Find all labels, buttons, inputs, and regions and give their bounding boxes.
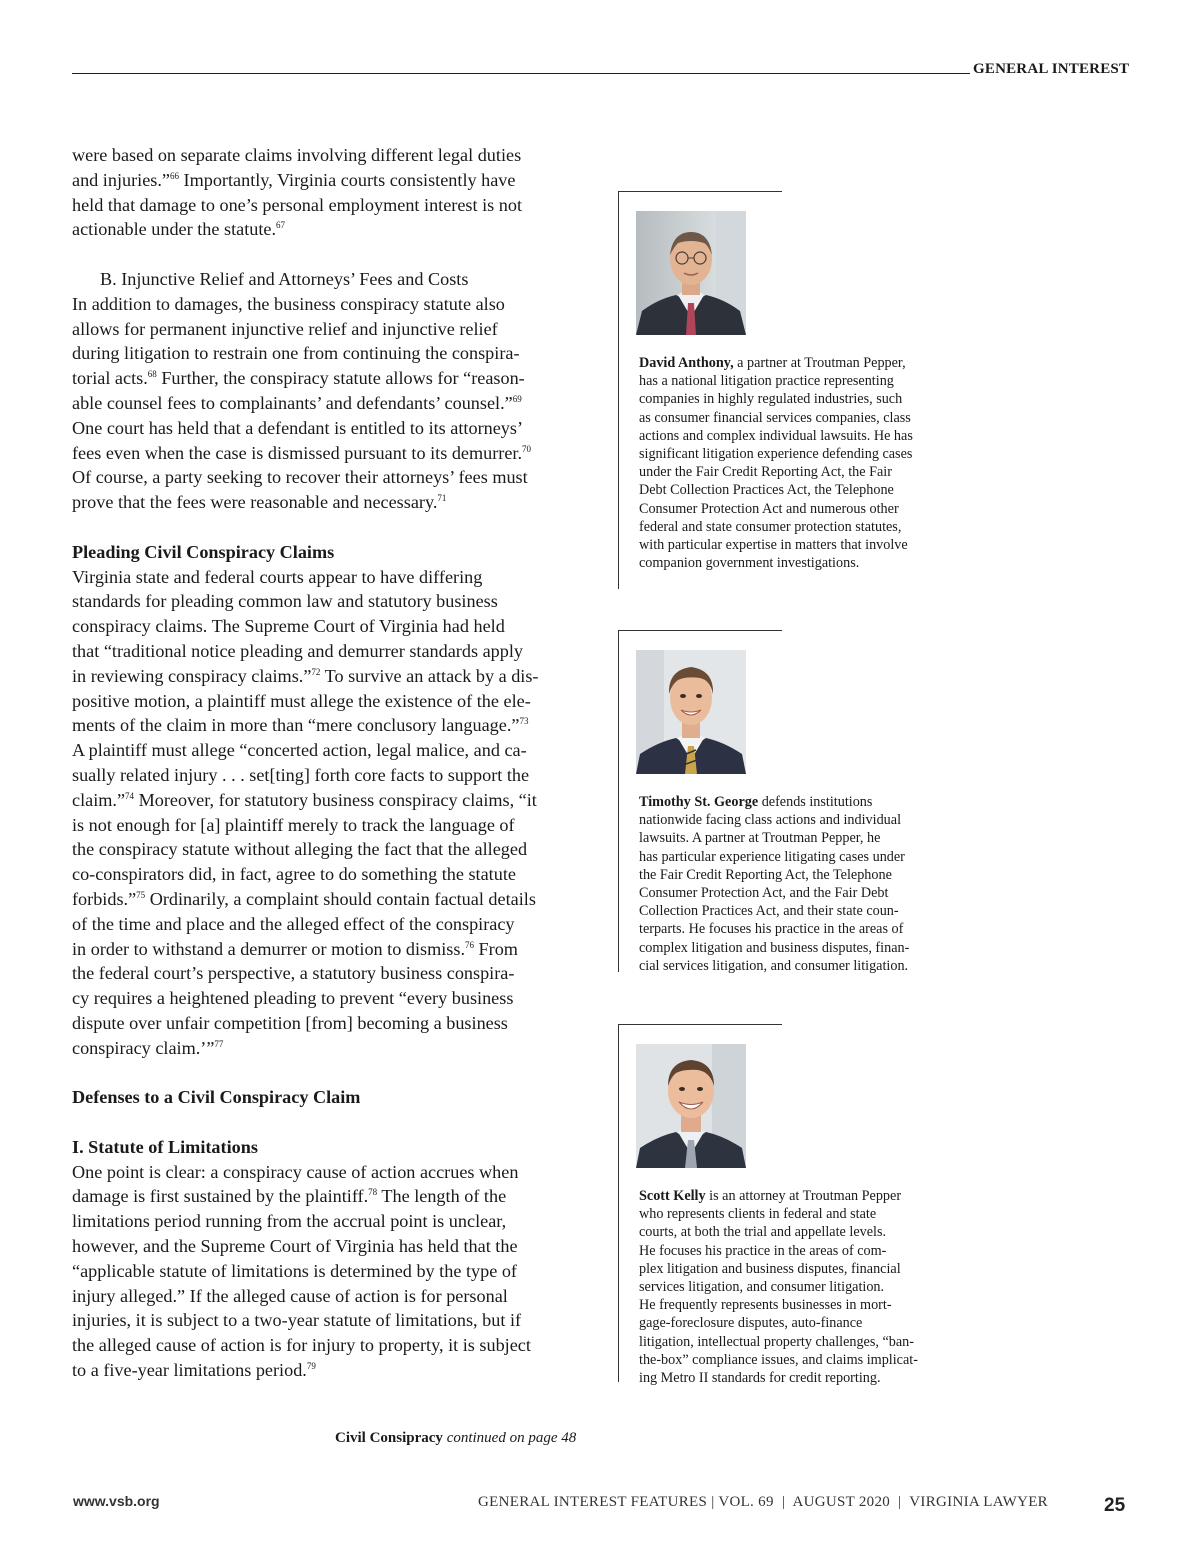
subheading-statute-of-limitations: I. Statute of Limitations [72, 1136, 258, 1157]
footnote-ref: 79 [306, 1360, 316, 1371]
footnote-ref: 76 [465, 939, 474, 950]
paragraph-statute-of-limitations: One point is clear: a conspiracy cause of action accrues when damage is first sustained by the plaintiff.$^{78}$ The length of the limitations period running from the accrual point is unclear, however, and the Supreme Court of Virginia has held that the “applicable statute of limitations is determined by the type of injury alleged.” If the alleged cause of action is for personal injuries, it is subject to a two-year statute of limitations, but if the alleged cause of action is for injury to property, it is subject to a five-year limitations period.$^{79}$ [72, 1161, 531, 1381]
continued-title: Civil Consipracy [335, 1430, 443, 1446]
footnote-ref: 68 [147, 369, 157, 380]
website-link[interactable]: www.vsb.org [73, 1493, 160, 1509]
author-bio-david-anthony [618, 191, 958, 589]
heading-defenses: Defenses to a Civil Conspiracy Claim [72, 1087, 361, 1108]
bio-name: David Anthony, [639, 355, 734, 371]
author-photo [636, 1044, 746, 1168]
bio-text: Timothy St. George defends institutions nationwide facing class actions and individual lawsuits. A partner at Troutman Pepper, he has particular experience litigating cases under the Fair Credit Reporting Act, the Telephone Consumer Protection Act, and the Fair Debt Collection Practices Act, and their state coun- terparts. He focuses his practice in the areas of complex litigation and business disputes, finan- cial services litigation, and consumer litigation. [639, 794, 910, 974]
footnote-ref: 72 [311, 666, 321, 677]
header-rule [72, 73, 970, 74]
footnote-ref: 78 [368, 1187, 378, 1198]
section-label: GENERAL INTEREST [973, 61, 1130, 77]
bio-name: Scott Kelly [639, 1188, 706, 1204]
continued-page: continued on page 48 [446, 1430, 577, 1446]
footnote-ref: 70 [522, 443, 532, 454]
bio-text: Scott Kelly is an attorney at Troutman Pepper who represents clients in federal and state courts, at both the trial and appellate levels. He focuses his practice in the areas of com- plex litigation and business disputes, financial services litigation, and consumer litigation. He frequently represents businesses in mort- gage-foreclosure disputes, auto-finance litigation, intellectual property challenges, “ban- the-box” compliance issues, and claims implicat- ing Metro II standards for credit reporting. [639, 1188, 918, 1387]
author-photo [636, 211, 746, 335]
footnote-ref: 74 [125, 790, 135, 801]
footnote-ref: 71 [437, 493, 447, 504]
author-bio-timothy-st-george [618, 630, 958, 972]
heading-pleading: Pleading Civil Conspiracy Claims [72, 541, 335, 562]
page-number: 25 [1104, 1495, 1126, 1516]
author-bio-scott-kelly [618, 1024, 958, 1387]
footnote-ref: 67 [276, 220, 286, 231]
footnote-ref: 66 [169, 170, 179, 181]
paragraph-damages: were based on separate claims involving different legal duties and injuries.”$^{66}$ Importantly, Virginia courts consistently have held that damage to one’s personal employment interest is not actionable under the statute.$^{67}$ [72, 145, 523, 240]
bio-text: David Anthony, a partner at Troutman Pepper, has a national litigation practice representing companies in highly regulated industries, such as consumer financial services companies, class actions and complex individual lawsuits. He has significant litigation experience defending cases under the Fair Credit Reporting Act, the Fair Debt Collection Practices Act, the Telephone Consumer Protection Act and numerous other federal and state consumer protection statutes, with particular expertise in matters that involve companion government investigations. [639, 355, 913, 572]
paragraph-injunctive-relief: In addition to damages, the business conspiracy statute also allows for permanent injunctive relief and injunctive relief during litigation to restrain one from continuing the conspira- torial acts.$^{68}$ Further, the conspiracy statute allows for “reason- able counsel fees to complainants’ and defendants’ counsel.”$^{69}$ One court has held that a defendant is entitled to its attorneys’ fees even when the case is dismissed pursuant to its demurrer.$^{70}$ Of course, a party seeking to recover their attorneys’ fees must prove that the fees were reasonable and necessary.$^{71}$ [72, 293, 532, 513]
paragraph-pleading: Virginia state and federal courts appear to have differing standards for pleading common law and statutory business conspiracy claims. The Supreme Court of Virginia had held that “traditional notice pleading and demurrer standards apply in reviewing conspiracy claims.”$^{72}$ To survive an attack by a dis- positive motion, a plaintiff must allege the existence of the ele- ments of the claim in more than “mere conclusory language.”$^{73}$ A plaintiff must allege “concerted action, legal malice, and ca- sually related injury . . . set[ting] forth core facts to support the claim.”$^{74}$ Moreover, for statutory business conspiracy claims, “it is not enough for [a] plaintiff merely to track the language of the conspiracy statute without alleging the fact that the alleged co-conspirators did, in fact, agree to do something the statute forbids.”$^{75}$ Ordinarily, a complaint should contain factual details of the time and place and the alleged effect of the conspiracy in order to withstand a demurrer or motion to dismiss.$^{76}$ From the federal court’s perspective, a statutory business conspira- cy requires a heightened pleading to prevent “every business dispute over unfair competition [from] becoming a business conspiracy claim.’”$^{77}$ [72, 566, 539, 1058]
footnote-ref: 77 [214, 1038, 224, 1049]
author-photo [636, 650, 746, 774]
footnote-ref: 73 [519, 716, 529, 727]
footer-publication-line: GENERAL INTEREST FEATURES | VOL. 69 | AUGUST 2020 | VIRGINIA LAWYER [478, 1494, 1048, 1510]
bio-name: Timothy St. George [639, 794, 759, 810]
footnote-ref: 69 [512, 393, 522, 404]
footnote-ref: 75 [136, 889, 146, 900]
continued-note [335, 1430, 576, 1447]
subsection-heading-b: B. Injunctive Relief and Attorneys’ Fees and Costs [100, 268, 469, 289]
article-body [72, 143, 587, 1383]
